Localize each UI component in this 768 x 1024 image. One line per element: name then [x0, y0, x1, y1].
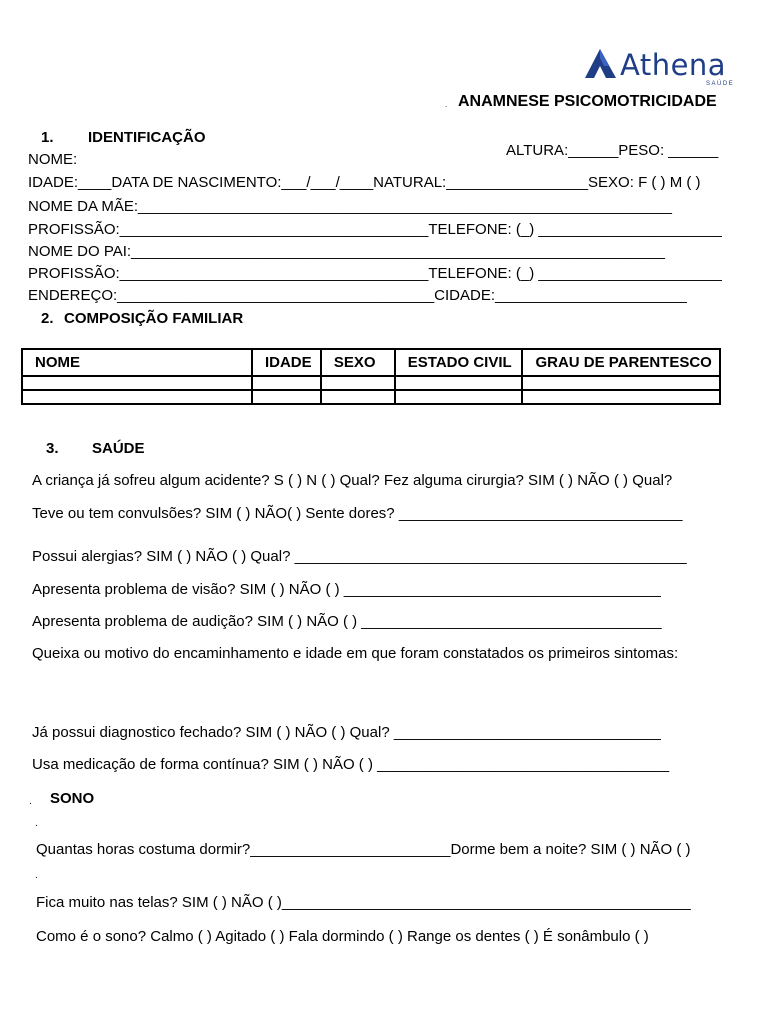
altura-peso-field[interactable]: ALTURA:______PESO: ______ — [506, 142, 719, 159]
table-cell[interactable] — [522, 376, 720, 390]
table-cell[interactable] — [522, 390, 720, 404]
diagnostico-question[interactable]: Já possui diagnostico fechado? SIM ( ) NÃO ( ) Qual? ________________________________ — [32, 724, 661, 741]
list-marker: . — [35, 870, 38, 881]
nome-field[interactable]: NOME: — [28, 151, 78, 168]
table-row — [22, 390, 720, 404]
table-cell[interactable] — [252, 390, 321, 404]
page-title: ANAMNESE PSICOMOTRICIDADE — [458, 93, 717, 110]
tipo-sono-question[interactable]: Como é o sono? Calmo ( ) Agitado ( ) Fala dormindo ( ) Range os dentes ( ) É sonâmbulo ( ) — [36, 928, 649, 945]
queixa-question[interactable]: Queixa ou motivo do encaminhamento e idade em que foram constatados os primeiros sintomas: — [32, 645, 679, 662]
section-4-title: SONO — [50, 790, 95, 807]
table-cell[interactable] — [321, 390, 395, 404]
list-marker: . — [35, 818, 38, 829]
endereco-field[interactable]: ENDEREÇO:______________________________________CIDADE:_______________________ — [28, 287, 687, 304]
table-cell[interactable] — [22, 390, 252, 404]
section-3-title: SAÚDE — [92, 440, 145, 457]
athena-mountain-icon — [584, 48, 618, 80]
idade-nascimento-field[interactable]: IDADE:____DATA DE NASCIMENTO:___/___/____NATURAL:_________________SEXO: F ( ) M ( ) — [28, 174, 701, 191]
section-2-title: COMPOSIÇÃO FAMILIAR — [64, 310, 244, 327]
convulsoes-question[interactable]: Teve ou tem convulsões? SIM ( ) NÃO( ) Sente dores? __________________________________ — [32, 505, 683, 522]
list-marker: . — [29, 796, 32, 807]
section-2-number: 2. — [41, 310, 54, 327]
col-idade: IDADE — [252, 349, 321, 376]
table-cell[interactable] — [252, 376, 321, 390]
nome-pai-field[interactable]: NOME DO PAI:________________________________________________________________ — [28, 243, 665, 260]
col-grau-parentesco: GRAU DE PARENTESCO — [522, 349, 720, 376]
table-cell[interactable] — [22, 376, 252, 390]
logo-subtitle: SAÚDE — [706, 81, 735, 87]
col-sexo: SEXO — [321, 349, 395, 376]
stray-mark: . — [445, 100, 448, 109]
table-row — [22, 376, 720, 390]
table-header-row — [22, 349, 720, 376]
section-1-number: 1. — [41, 129, 54, 146]
table-cell[interactable] — [395, 376, 523, 390]
logo-name: Athena — [620, 48, 727, 82]
profissao-mae-field[interactable]: PROFISSÃO:_____________________________________TELEFONE: (_) ______________________ — [28, 221, 722, 238]
telas-question[interactable]: Fica muito nas telas? SIM ( ) NÃO ( )_________________________________________________ — [36, 894, 691, 911]
acidente-cirurgia-question[interactable]: A criança já sofreu algum acidente? S ( ) N ( ) Qual? Fez alguma cirurgia? SIM ( ) NÃO ( ) Qual? — [32, 472, 673, 489]
section-3-number: 3. — [46, 440, 59, 457]
alergias-question[interactable]: Possui alergias? SIM ( ) NÃO ( ) Qual? _______________________________________________ — [32, 548, 687, 565]
horas-sono-question[interactable]: Quantas horas costuma dormir?________________________Dorme bem a noite? SIM ( ) NÃO ( ) — [36, 841, 691, 858]
athena-logo — [584, 48, 754, 92]
visao-question[interactable]: Apresenta problema de visão? SIM ( ) NÃO ( ) ______________________________________ — [32, 581, 661, 598]
section-1-title: IDENTIFICAÇÃO — [88, 129, 206, 146]
family-table — [21, 348, 721, 405]
table-cell[interactable] — [395, 390, 523, 404]
table-cell[interactable] — [321, 376, 395, 390]
nome-mae-field[interactable]: NOME DA MÃE:________________________________________________________________ — [28, 198, 672, 215]
medicacao-question[interactable]: Usa medicação de forma contínua? SIM ( ) NÃO ( ) ___________________________________ — [32, 756, 670, 773]
col-estado-civil: ESTADO CIVIL — [395, 349, 523, 376]
col-nome: NOME — [22, 349, 252, 376]
audicao-question[interactable]: Apresenta problema de audição? SIM ( ) NÃO ( ) ____________________________________ — [32, 613, 662, 630]
profissao-pai-field[interactable]: PROFISSÃO:_____________________________________TELEFONE: (_) ______________________ — [28, 265, 722, 282]
